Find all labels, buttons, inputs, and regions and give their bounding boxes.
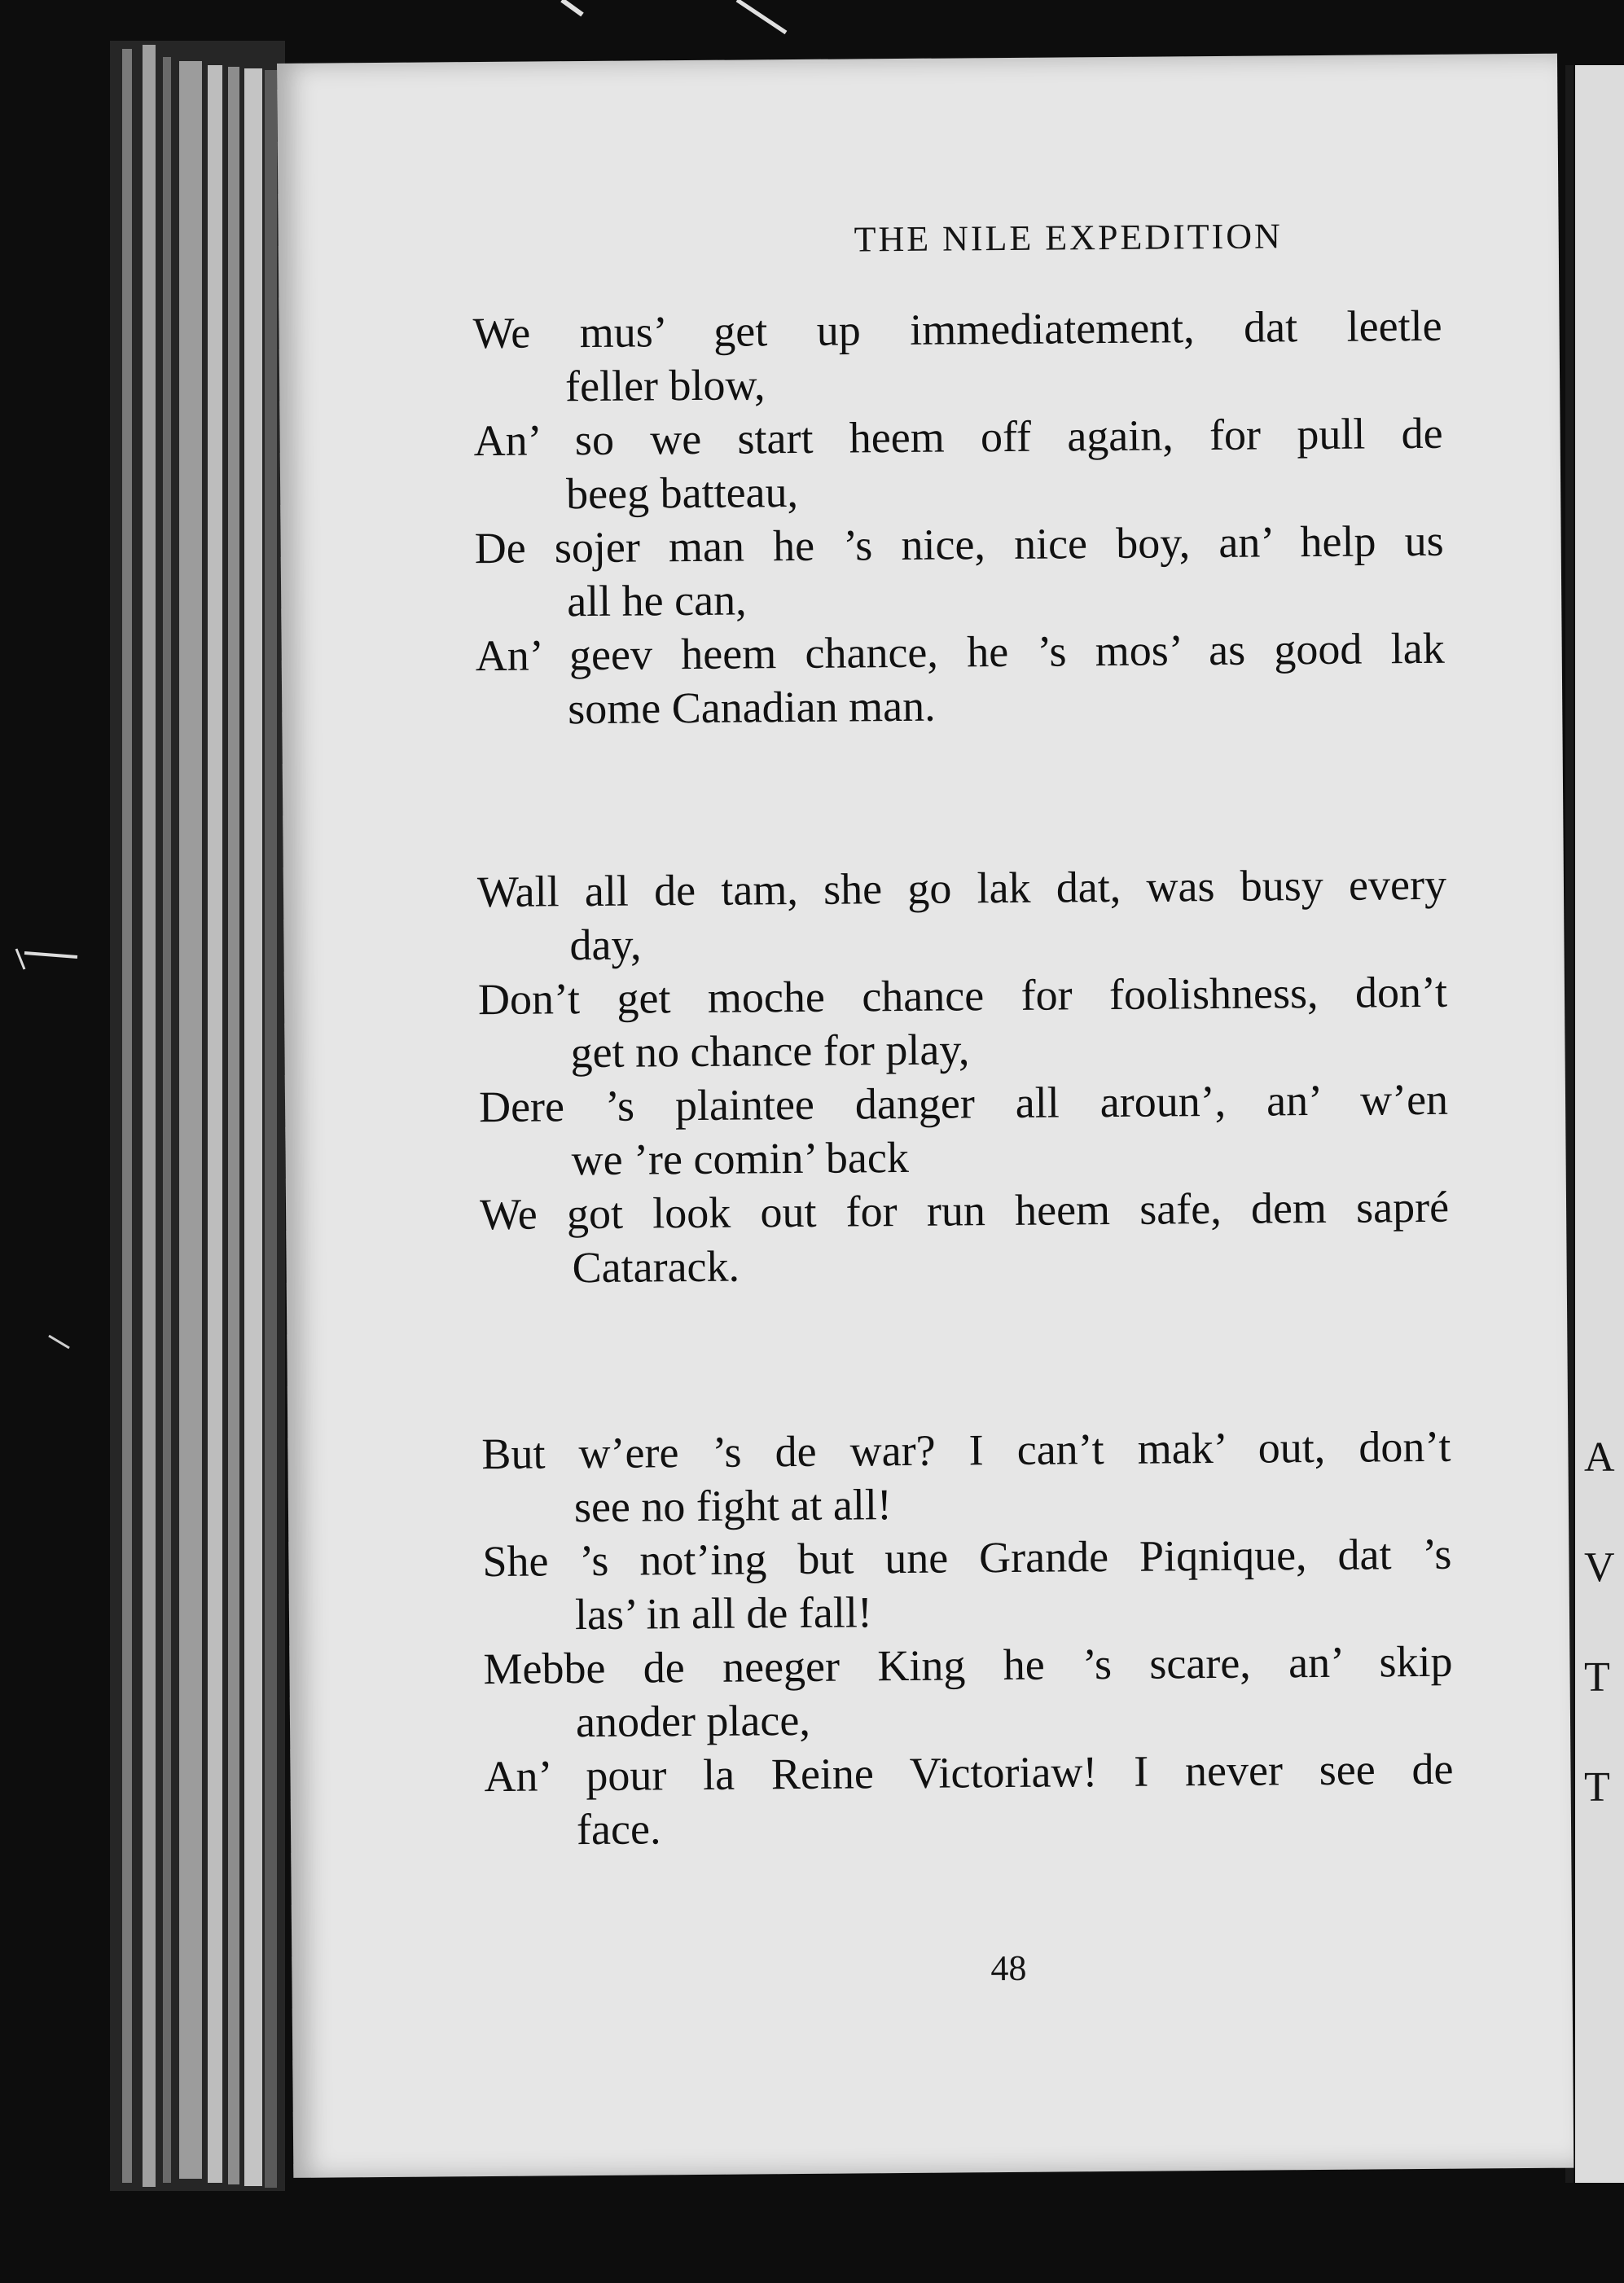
verse-line: De sojer man he ’s nice, nice boy, an’ help us	[474, 516, 1444, 573]
verse-line-continuation: we ’re comin’ back	[571, 1132, 910, 1185]
verse-line-continuation: face.	[576, 1804, 661, 1855]
opposite-page-edge	[1575, 65, 1624, 2183]
verse-line-continuation: las’ in all de fall!	[574, 1587, 873, 1640]
verse-line-continuation: Catarack.	[572, 1241, 740, 1293]
verse-line-continuation: all he can,	[566, 575, 747, 626]
book-page	[277, 54, 1574, 2178]
verse-line: We mus’ get up immediatement, dat leetle	[472, 301, 1442, 358]
verse-line-continuation: anoder place,	[575, 1695, 811, 1747]
verse-line-continuation: beeg batteau,	[565, 467, 799, 519]
verse-line: Don’t get moche chance for foolishness, don’t	[477, 967, 1448, 1025]
verse-line: Wall all de tam, she go lak dat, was busy every	[476, 859, 1447, 917]
opposite-page-letter: A	[1584, 1434, 1615, 1481]
verse-line: An’ pour la Reine Victoriaw! I never see de	[484, 1744, 1454, 1802]
verse-line: Mebbe de neeger King he ’s scare, an’ skip	[483, 1636, 1453, 1694]
stanza	[481, 1420, 1454, 1857]
opposite-page-letter: T	[1584, 1654, 1610, 1701]
verse-line-continuation: feller blow,	[564, 360, 766, 411]
verse-line-continuation: get no chance for play,	[570, 1025, 970, 1078]
page-number: 48	[990, 1947, 1027, 1989]
verse-line: Dere ’s plaintee danger all aroun’, an’ w’en	[478, 1074, 1449, 1132]
stanza	[477, 858, 1450, 1295]
stanza	[472, 299, 1445, 736]
opposite-page-letter: T	[1584, 1764, 1610, 1811]
verse-line-continuation: day,	[569, 920, 642, 970]
verse-line-continuation: see no fight at all!	[573, 1480, 893, 1532]
verse-line: An’ geev heem chance, he ’s mos’ as good lak	[475, 623, 1445, 681]
verse-line: But w’ere ’s de war? I can’t mak’ out, don’t	[481, 1421, 1451, 1479]
verse-line: An’ so we start heem off again, for pull de	[473, 408, 1443, 466]
verse-line-continuation: some Canadian man.	[567, 681, 936, 734]
verse-line: She ’s not’ing but une Grande Piqnique, dat ’s	[482, 1529, 1452, 1587]
running-head: THE NILE EXPEDITION	[854, 216, 1284, 260]
opposite-page-letter: V	[1584, 1544, 1615, 1591]
verse-line: We got look out for run heem safe, dem sapré	[479, 1182, 1450, 1240]
